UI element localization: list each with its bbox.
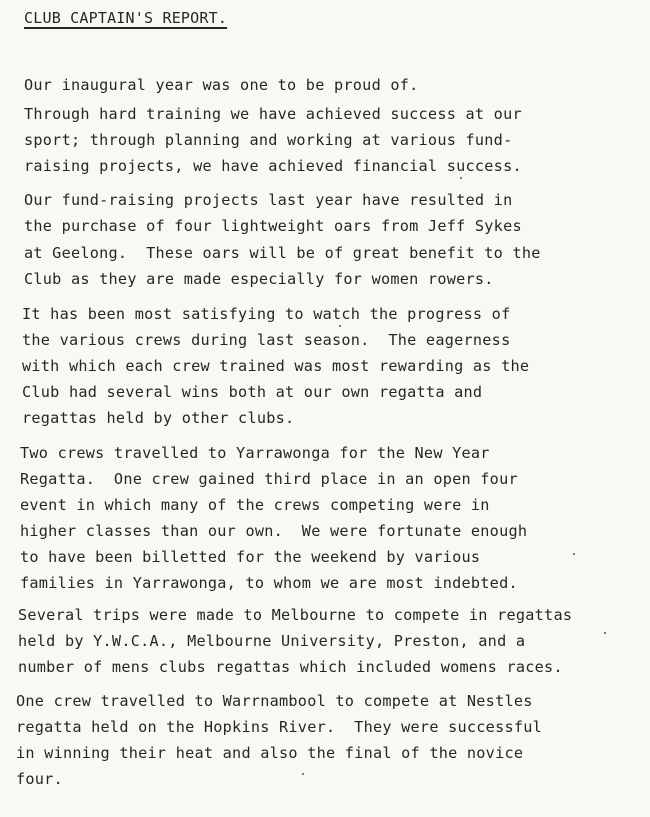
text-line: number of mens clubs regattas which included womens races.	[18, 658, 563, 676]
text-line: at Geelong. These oars will be of great benefit to the	[24, 244, 541, 262]
text-line: Several trips were made to Melbourne to compete in regattas	[18, 606, 573, 624]
text-line: the purchase of four lightweight oars from Jeff Sykes	[24, 217, 522, 235]
text-line: regatta held on the Hopkins River. They were successful	[16, 718, 543, 736]
text-line: four.	[16, 770, 63, 788]
text-line: Two crews travelled to Yarrawonga for the New Year	[20, 444, 490, 462]
text-line: with which each crew trained was most rewarding as the	[22, 357, 530, 375]
text-line: Regatta. One crew gained third place in an open four	[20, 470, 518, 488]
text-line: event in which many of the crews competing were in	[20, 496, 490, 514]
text-line: Club as they are made especially for women rowers.	[24, 270, 494, 288]
text-line: regattas held by other clubs.	[22, 409, 295, 427]
text-line: It has been most satisfying to watch the progress of	[22, 305, 511, 323]
text-line: Our fund-raising projects last year have resulted in	[24, 191, 513, 209]
ink-speck	[573, 553, 575, 555]
ink-speck	[604, 632, 606, 634]
text-line: the various crews during last season. The eagerness	[22, 331, 511, 349]
text-line: to have been billetted for the weekend by various	[20, 548, 481, 566]
ink-speck	[339, 325, 341, 327]
text-line: held by Y.W.C.A., Melbourne University, Preston, and a	[18, 632, 526, 650]
text-line: higher classes than our own. We were fortunate enough	[20, 522, 528, 540]
text-line: raising projects, we have achieved financial success.	[24, 157, 522, 175]
report-title: CLUB CAPTAIN'S REPORT.	[24, 9, 228, 27]
text-line: Our inaugural year was one to be proud of.	[24, 76, 419, 94]
text-line: Through hard training we have achieved success at our	[24, 105, 522, 123]
text-line: in winning their heat and also the final of the novice	[16, 744, 524, 762]
text-line: families in Yarrawonga, to whom we are most indebted.	[20, 574, 518, 592]
text-line: Club had several wins both at our own regatta and	[22, 383, 483, 401]
ink-speck	[460, 177, 462, 179]
text-line: sport; through planning and working at various fund-	[24, 131, 513, 149]
ink-speck	[302, 773, 304, 775]
text-line: One crew travelled to Warrnambool to compete at Nestles	[16, 692, 533, 710]
